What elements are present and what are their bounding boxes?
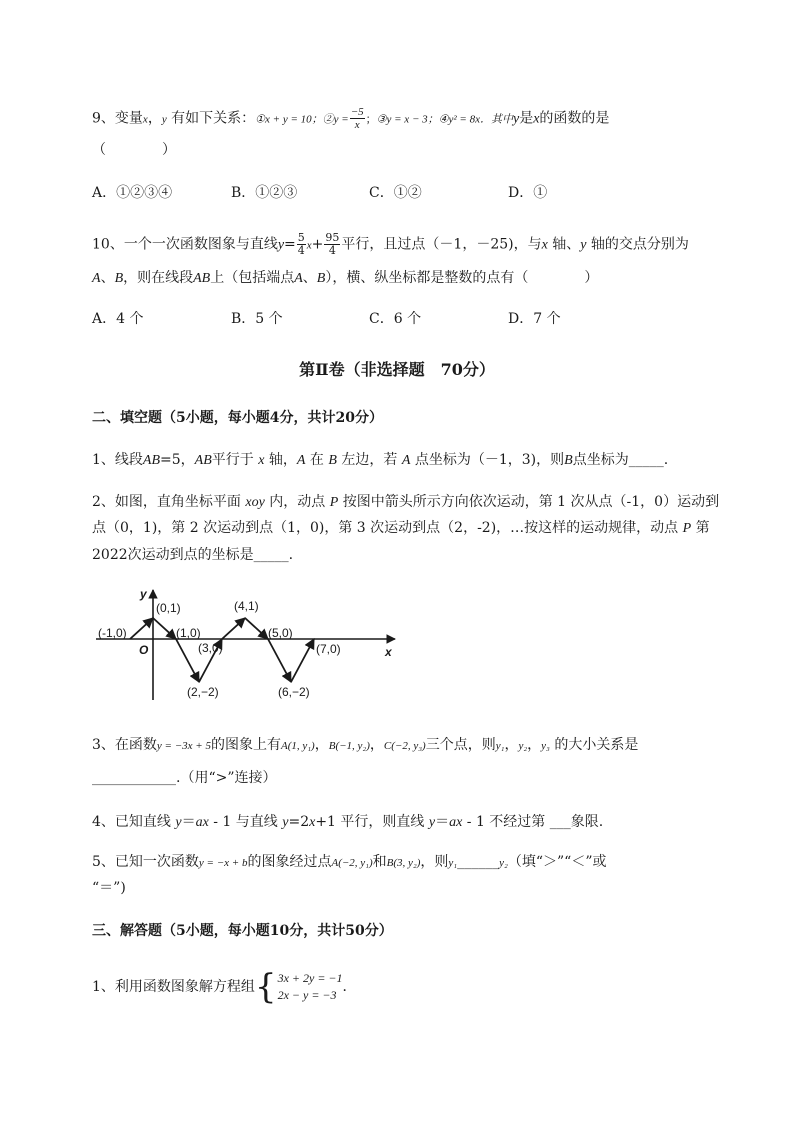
fill4-e4: x [309,815,316,830]
q10-option-b[interactable]: B．5 个 [231,311,283,327]
q10-plus: + [311,236,324,253]
point-label: (6,−2) [278,685,310,699]
q10-eq: = [284,236,296,253]
fill1-ab: AB [142,453,161,468]
path-seg-6 [245,618,268,639]
fill2-c: 按图中箭头所示方向依次运动，第 1 次从点（-1，0）运动到 [338,494,720,510]
q9-prefix: 9、变量 [92,110,143,127]
q10-option-a[interactable]: A．4 个 [92,311,144,327]
fill3-line1 [92,735,638,756]
fill5-B: B(3, y₂) [386,857,421,869]
fill4-line [92,812,603,833]
q9-rel2-den: x [354,119,360,131]
fill5-line1 [92,852,607,873]
fill1-d: 轴， [264,452,297,468]
fill1-b: =5， [160,452,195,468]
fill2-xoy: xoy [245,495,265,510]
fill2-a: 2、如图，直角坐标平面 [92,494,246,510]
fill1-f: 左边，若 [336,452,402,468]
q10-f1-num: 5 [297,231,305,244]
fill2-P: P [329,495,339,510]
fill4-a: 4、已知直线 [92,814,176,830]
q9-rel2b: ； [365,112,377,126]
fill5-y1: y₁ [448,857,458,869]
fill3-a: 3、在函数 [92,737,157,753]
fill1-A: A [296,453,306,468]
fill3-f: ， [504,737,519,753]
q9-tail-y: y [512,111,520,127]
fill5-line2: “＝”) [92,880,126,896]
point-label: (-1,0) [98,626,127,640]
solve1-end: ． [342,979,357,995]
fill5-b: 的图象经过点 [247,854,332,870]
fill3-e: 三个点，则 [425,737,496,753]
fill4-e3: y [282,815,289,830]
q9-option-d[interactable]: D．① [508,185,548,201]
fill1-B2: B [564,453,573,468]
path-seg-5 [222,618,245,639]
fill3-y1: y₁ [495,740,505,752]
q9-rel2-num: −5 [350,106,364,118]
axis-y-label: y [140,587,147,601]
fill3-y2: y₂ [518,740,528,752]
fill3-line2: ____________.（用“>”连接） [92,770,277,786]
equation-1: 3x + 2y = −1 [277,971,343,985]
fill1-B: B [328,453,337,468]
part2-title: 第Ⅱ卷（非选择题 70分） [299,360,495,379]
fill5-blank: ______ [457,854,500,870]
fill3-C: C(−2, y₃) [383,740,426,752]
fill3-A: A(1, y₁) [280,740,315,752]
q9-has: 有如下关系： [166,110,256,127]
fill2-P2: P [682,521,692,536]
q10-pt-a: A [92,271,101,286]
q10-var-y: y [277,237,285,253]
point-label: (4,1) [234,599,259,613]
fill2-e: 第 [691,520,710,536]
fill1-line [92,450,668,471]
q9-rel3: ③y = x − 3； [376,113,439,126]
fill3-y3: y₃ [541,740,550,752]
fill1-g: 点坐标为（－1，3)，则 [410,452,565,468]
q9-sep: ， [147,110,162,127]
q9-option-c[interactable]: C．①② [369,185,422,201]
fill5-fn: y = −x + b [198,857,248,869]
fill4-e1: y [175,815,182,830]
path-seg-3 [176,639,199,682]
q10-fraction-1 [297,232,306,257]
q9-option-b[interactable]: B．①②③ [231,185,298,201]
fill5-y2: y₂ [499,857,508,869]
q10-text-d: 轴的交点分别为 [586,236,689,253]
fill3-h: 的大小关系是 [549,737,639,753]
fill3-d: ， [369,737,384,753]
brace-icon: { [254,967,277,1007]
q10-f2-den: 4 [328,244,336,257]
q10-text-g: ），横、纵坐标都是整数的点有（ ） [325,270,599,286]
path-seg-2 [153,618,176,639]
q9-tail-end: 的函数的是 [539,110,610,127]
fill5-e: （填“＞”“＜”或 [507,854,607,870]
fill1-c: 平行于 [211,452,259,468]
path-seg-8 [291,639,314,682]
point-label: (5,0) [268,626,293,640]
q10-option-c[interactable]: C．6 个 [369,311,422,327]
fill2-line2 [92,518,710,539]
fill3-c: ， [314,737,329,753]
equation-2: 2x − y = −3 [277,988,337,1002]
fill2-line1 [92,492,719,513]
q10-f1-den: 4 [297,244,305,257]
axis-x-label: x [385,645,392,659]
section2-heading: 二、填空题（5小题，每小题4分，共计20分） [92,410,383,426]
q9-rel1: ①x + y = 10； [255,113,323,126]
fill5-c: 和 [372,854,387,870]
q9-rel4: ④y² = 8x．其中 [438,113,513,126]
fill2-d: 点（0，1)，第 2 次运动到点（1，0)，第 3 次运动到点（2，-2)，…按这样的运动规律，动点 [92,520,683,536]
fill3-B: B(−1, y₂) [328,740,370,752]
fill3-fn: y = −3x + 5 [156,740,211,752]
motion-graph [92,582,412,712]
fill4-d: =2 [288,814,310,830]
fill3-g: ， [527,737,542,753]
q9-answer-paren: （ ） [92,142,176,158]
q9-rel2-fraction [350,106,365,131]
section3-heading: 三、解答题（5小题，每小题10分，共计50分） [92,923,393,939]
q9-var-y: y [161,113,167,126]
q9-rel2a: ②y = [322,113,349,126]
fill1-A2: A [401,453,411,468]
q10-text-a: 10、一个一次函数图象与直线 [92,236,278,253]
q10-sep1: 、 [100,270,115,286]
q10-line1 [92,232,689,257]
q9-option-a[interactable]: A．①②③④ [92,185,173,201]
fill1-h: 点坐标为_____. [572,452,669,468]
fill2-b: 内，动点 [264,494,330,510]
q10-line2 [92,268,598,289]
point-label: (0,1) [156,601,181,615]
q10-y-axis: y [580,237,587,253]
fill5-A: A(−2, y₁) [331,857,373,869]
point-label: (7,0) [316,642,341,656]
q9-tail-x: x [533,111,540,127]
q10-pt-b: B [114,271,124,286]
point-label: (2,−2) [187,685,219,699]
q10-var-x: x [306,239,312,252]
q9-var-x: x [142,113,148,126]
fill4-e2: ax [195,815,209,830]
fill1-a: 1、线段 [92,452,143,468]
q10-text-b: 平行，且过点（－1，－25)，与 [341,236,542,253]
q10-sep2: 、 [302,270,317,286]
fill5-a: 5、已知一次函数 [92,854,199,870]
solve1-a: 1、利用函数图象解方程组 [92,979,255,995]
q10-pt-b2: B [316,271,326,286]
q10-text-f: 上（包括端点 [210,270,295,286]
point-label: (1,0) [176,626,201,640]
point-label: (3,0) [198,641,223,655]
q10-option-d[interactable]: D．7 个 [508,311,561,327]
path-seg-7 [268,639,291,682]
q10-seg-ab: AB [193,271,211,286]
fill4-e: +1 平行，则直线 [315,814,429,830]
path-seg-1 [130,618,153,639]
fill2-line3: 2022次运动到点的坐标是_____. [92,547,294,563]
fill4-b: ＝ [181,814,196,830]
fill4-f: ＝ [435,814,450,830]
fill5-d: ，则 [420,854,449,870]
q10-text-c: 轴、 [547,236,581,253]
fill1-ab2: AB [194,453,212,468]
q10-x-axis: x [541,237,548,253]
q10-pt-a2: A [294,271,303,286]
fill4-c: - 1 与直线 [208,814,283,830]
q9-tail-mid: 是 [519,110,534,127]
equation-system [278,970,343,1004]
fill4-e5: y [428,815,436,830]
q10-text-e: ，则在线段 [123,270,194,286]
solve1-line [92,968,357,1006]
fill1-e: 在 [305,452,329,468]
q10-f2-num: 95 [325,231,340,244]
q10-fraction-2 [324,232,340,257]
origin-label: O [139,643,149,657]
q9-line1 [92,106,609,131]
fill3-b: 的图象上有 [210,737,281,753]
fill1-x: x [258,453,265,468]
fill4-g: - 1 不经过第 ___象限. [462,814,604,830]
fill4-e6: ax [449,815,463,830]
